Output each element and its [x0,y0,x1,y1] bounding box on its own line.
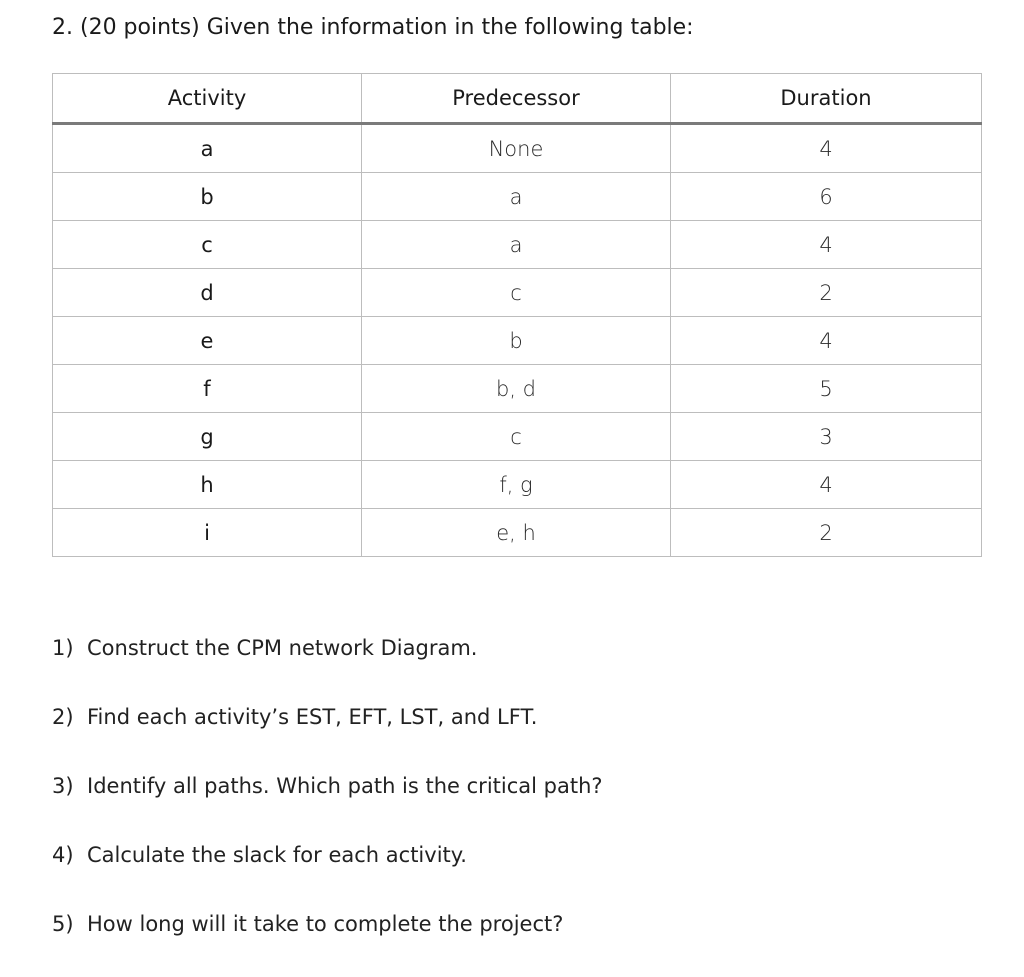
cell-duration: 4 [671,124,982,173]
cell-activity: d [53,269,362,317]
header-duration: Duration [671,74,982,124]
table-row [53,461,982,509]
cell-activity: a [53,124,362,173]
cell-activity: c [53,221,362,269]
cell-activity: i [53,509,362,557]
cell-duration: 6 [671,173,982,221]
question-item [52,770,603,839]
table-row [53,173,982,221]
cell-activity: g [53,413,362,461]
table-row [53,365,982,413]
question-text: Calculate the slack for each activity. [87,843,467,867]
question-text: How long will it take to complete the project? [87,912,564,936]
table-row [53,221,982,269]
cell-predecessor: b, d [362,365,671,413]
cell-duration: 3 [671,413,982,461]
cell-predecessor: a [362,221,671,269]
cell-duration: 2 [671,509,982,557]
question-item [52,908,603,977]
cell-predecessor: c [362,269,671,317]
cell-activity: e [53,317,362,365]
cell-duration: 5 [671,365,982,413]
header-activity: Activity [53,74,362,124]
question-item [52,839,603,908]
question-number: 1) [52,636,74,660]
table-row [53,317,982,365]
table-row [53,413,982,461]
question-number: 2) [52,705,74,729]
cell-duration: 4 [671,317,982,365]
question-text: Find each activity’s EST, EFT, LST, and LFT. [87,705,538,729]
cell-predecessor: a [362,173,671,221]
cell-duration: 4 [671,221,982,269]
table-row [53,509,982,557]
cell-predecessor: f, g [362,461,671,509]
question-text: Construct the CPM network Diagram. [87,636,478,660]
question-text: Identify all paths. Which path is the critical path? [87,774,603,798]
cell-predecessor: None [362,124,671,173]
question-number: 5) [52,912,74,936]
cell-predecessor: c [362,413,671,461]
activity-table-container [52,73,982,557]
question-item [52,632,603,701]
cell-activity: b [53,173,362,221]
cell-duration: 4 [671,461,982,509]
cell-predecessor: b [362,317,671,365]
table-row [53,124,982,173]
question-number: 4) [52,843,74,867]
cell-activity: f [53,365,362,413]
question-number: 3) [52,774,74,798]
header-predecessor: Predecessor [362,74,671,124]
question-list [52,632,603,977]
cell-predecessor: e, h [362,509,671,557]
cell-activity: h [53,461,362,509]
question-item [52,701,603,770]
question-heading: 2. (20 points) Given the information in the following table: [52,15,694,40]
table-row [53,269,982,317]
table-header-row [53,74,982,124]
cell-duration: 2 [671,269,982,317]
activity-table [52,73,982,557]
